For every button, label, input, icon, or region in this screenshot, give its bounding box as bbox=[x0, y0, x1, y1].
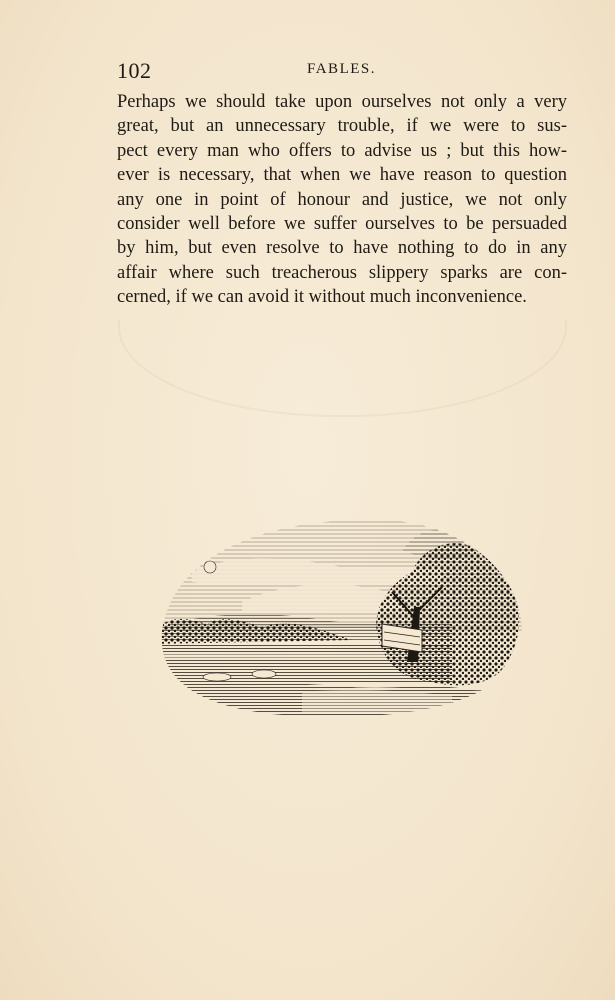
text-line: Perhaps we should take upon ourselves not only a very bbox=[117, 92, 567, 112]
text-line: great, but an unnecessary trouble, if we were to sus- bbox=[117, 116, 567, 137]
text-line: ever is necessary, that when we have reason to question bbox=[117, 165, 567, 186]
text-line: cerned, if we can avoid it without much inconvenience. bbox=[117, 287, 527, 308]
page-number: 102 bbox=[117, 58, 152, 83]
text-line: any one in point of honour and justice, we not only bbox=[117, 189, 567, 210]
text-line: pect every man who offers to advise us ; but this how- bbox=[117, 140, 567, 161]
text-line: consider well before we suffer ourselves to be persuaded bbox=[117, 214, 567, 235]
text-line: by him, but even resolve to have nothing to do in any bbox=[117, 238, 567, 259]
landscape-engraving-icon bbox=[152, 512, 527, 722]
text-line: affair where such treacherous slippery sparks are con- bbox=[117, 262, 567, 283]
fable-moral-text bbox=[117, 90, 567, 310]
header-title: FABLES. bbox=[307, 61, 376, 77]
bleed-through-shadow bbox=[118, 320, 567, 417]
running-head bbox=[117, 58, 567, 84]
